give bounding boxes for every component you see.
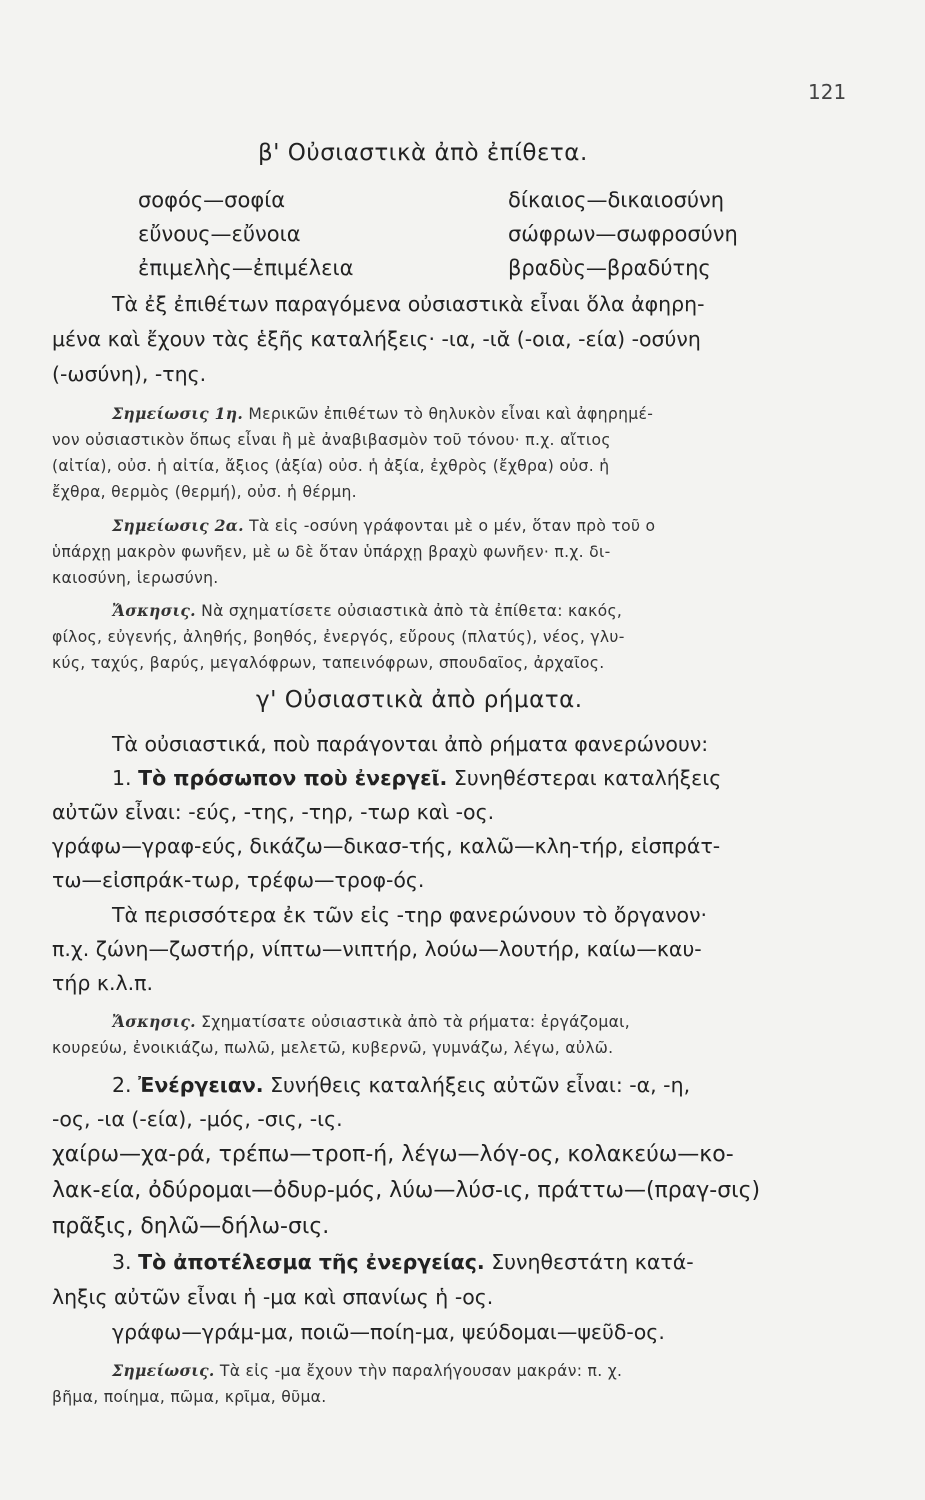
exercise-label: Ἄσκησις. [112,1012,196,1031]
exercise-line [112,1012,630,1031]
example-line: πρᾶξις, δηλῶ—δήλω-σις. [52,1214,330,1239]
exercise-text: Σχηματίσατε οὐσιαστικὰ ἀπὸ τὰ ρήματα: ἐργάζομαι, [201,1013,630,1031]
example-line: χαίρω—χα-ρά, τρέπω—τροπ-ή, λέγω—λόγ-ος, κολακεύω—κο- [52,1142,734,1167]
exercise-label: Ἄσκησις. [112,601,196,620]
pair-left: ἐπιμελὴς—ἐπιμέλεια [138,256,354,280]
item-number: 1. [112,766,132,790]
paragraph-line: (-ωσύνη), -της. [52,362,207,386]
note-line [112,516,655,535]
paragraph-line: π.χ. ζώνη—ζωστήρ, νίπτω—νιπτήρ, λούω—λουτήρ, καίω—καυ- [52,937,702,961]
pair-left: εὔνους—εὔνοια [138,222,301,246]
note-line: ἔχθρα, θερμὸς (θερμή), οὐσ. ἡ θέρμη. [52,483,357,501]
paragraph-line: Τὰ ἐξ ἐπιθέτων παραγόμενα οὐσιαστικὰ εἶναι ὅλα ἀφηρη- [112,292,705,316]
pair-right: βραδὺς—βραδύτης [508,256,711,280]
paragraph-line: τήρ κ.λ.π. [52,971,153,995]
exercise-text: Νὰ σχηματίσετε οὐσιαστικὰ ἀπὸ τὰ ἐπίθετα: κακός, [201,602,623,620]
note-line: καιοσύνη, ἱερωσύνη. [52,569,219,587]
pair-right: δίκαιος—δικαιοσύνη [508,188,725,212]
pair-left: σοφός—σοφία [138,188,286,212]
item-number: 3. [112,1250,132,1274]
note-text: Μερικῶν ἐπιθέτων τὸ θηλυκὸν εἶναι καὶ ἀφηρημέ- [248,405,654,423]
list-item-3 [112,1250,694,1274]
paragraph-line: ληξις αὐτῶν εἶναι ἡ -μα καὶ σπανίως ἡ -ος. [52,1285,494,1309]
item-text: Συνηθέστεραι καταλήξεις [453,766,722,790]
exercise-line [112,601,622,620]
item-title: Τὸ πρόσωπον ποὺ ἐνεργεῖ. [138,766,448,790]
section-heading-c: γ' Οὐσιαστικὰ ἀπὸ ρήματα. [256,687,583,713]
paragraph-line: Τὰ περισσότερα ἐκ τῶν εἰς -τηρ φανερώνουν τὸ ὄργανον· [112,903,708,927]
paragraph-line: -ος, -ια (-εία), -μός, -σις, -ις. [52,1107,343,1131]
note-label: Σημείωσις 2α. [112,516,244,535]
paragraph-line: Τὰ οὐσιαστικά, ποὺ παράγονται ἀπὸ ρήματα φανερώνουν: [112,732,709,756]
item-number: 2. [112,1073,132,1097]
list-item-1 [112,766,721,790]
note-text: Τὰ εἰς -οσύνη γράφονται μὲ ο μέν, ὅταν πρὸ τοῦ ο [249,517,656,535]
note-line: νον οὐσιαστικὸν ὅπως εἶναι ἢ μὲ ἀναβιβασμὸν τοῦ τόνου· π.χ. αἴτιος [52,431,611,449]
exercise-line: κουρεύω, ἐνοικιάζω, πωλῶ, μελετῶ, κυβερνῶ, γυμνάζω, λέγω, αὐλῶ. [52,1039,614,1057]
pair-right: σώφρων—σωφροσύνη [508,222,738,246]
note-line [112,404,653,423]
paragraph-line: μένα καὶ ἔχουν τὰς ἑξῆς καταλήξεις· -ια, -ιᾰ (-οια, -εία) -οσύνη [52,327,701,351]
note-label: Σημείωσις 1η. [112,404,244,423]
paragraph-line: αὐτῶν εἶναι: -εύς, -της, -τηρ, -τωρ καὶ -ος. [52,800,495,824]
example-line: λακ-εία, ὀδύρομαι—ὀδυρ-μός, λύω—λύσ-ις, πράττω—(πραγ-σις) [52,1178,761,1203]
list-item-2 [112,1073,690,1097]
example-line: τω—εἰσπράκ-τωρ, τρέφω—τροφ-ός. [52,868,425,892]
note-line: (αἰτία), οὐσ. ἡ αἰτία, ἄξιος (ἀξία) οὐσ. ἡ ἀξία, ἐχθρὸς (ἔχθρα) οὐσ. ἡ [52,457,610,475]
section-heading-b: β' Οὐσιαστικὰ ἀπὸ ἐπίθετα. [258,140,588,166]
item-text: Συνήθεις καταλήξεις αὐτῶν εἶναι: -α, -η, [270,1073,691,1097]
note-line: ὑπάρχῃ μακρὸν φωνῆεν, μὲ ω δὲ ὅταν ὑπάρχῃ βραχὺ φωνῆεν· π.χ. δι- [52,543,611,561]
page-number: 121 [808,80,847,104]
item-title: Ἐνέργειαν. [138,1073,264,1097]
note-text: Τὰ εἰς -μα ἔχουν τὴν παραλήγουσαν μακράν: π. χ. [219,1362,623,1380]
exercise-line: κύς, ταχύς, βαρύς, μεγαλόφρων, ταπεινόφρων, σπουδαῖος, ἀρχαῖος. [52,654,605,672]
note-label: Σημείωσις. [112,1361,215,1380]
exercise-line: φίλος, εὐγενής, ἀληθής, βοηθός, ἐνεργός, εὔρους (πλατύς), νέος, γλυ- [52,628,625,646]
note-line: βῆμα, ποίημα, πῶμα, κρῖμα, θῦμα. [52,1388,327,1406]
note-line [112,1361,622,1380]
example-line: γράφω—γράμ-μα, ποιῶ—ποίη-μα, ψεύδομαι—ψεῦδ-ος. [112,1320,665,1344]
item-title: Τὸ ἀποτέλεσμα τῆς ἐνεργείας. [138,1250,485,1274]
example-line: γράφω—γραφ-εύς, δικάζω—δικασ-τής, καλῶ—κλη-τήρ, εἰσπράτ- [52,834,721,858]
item-text: Συνηθεστάτη κατά- [491,1250,694,1274]
